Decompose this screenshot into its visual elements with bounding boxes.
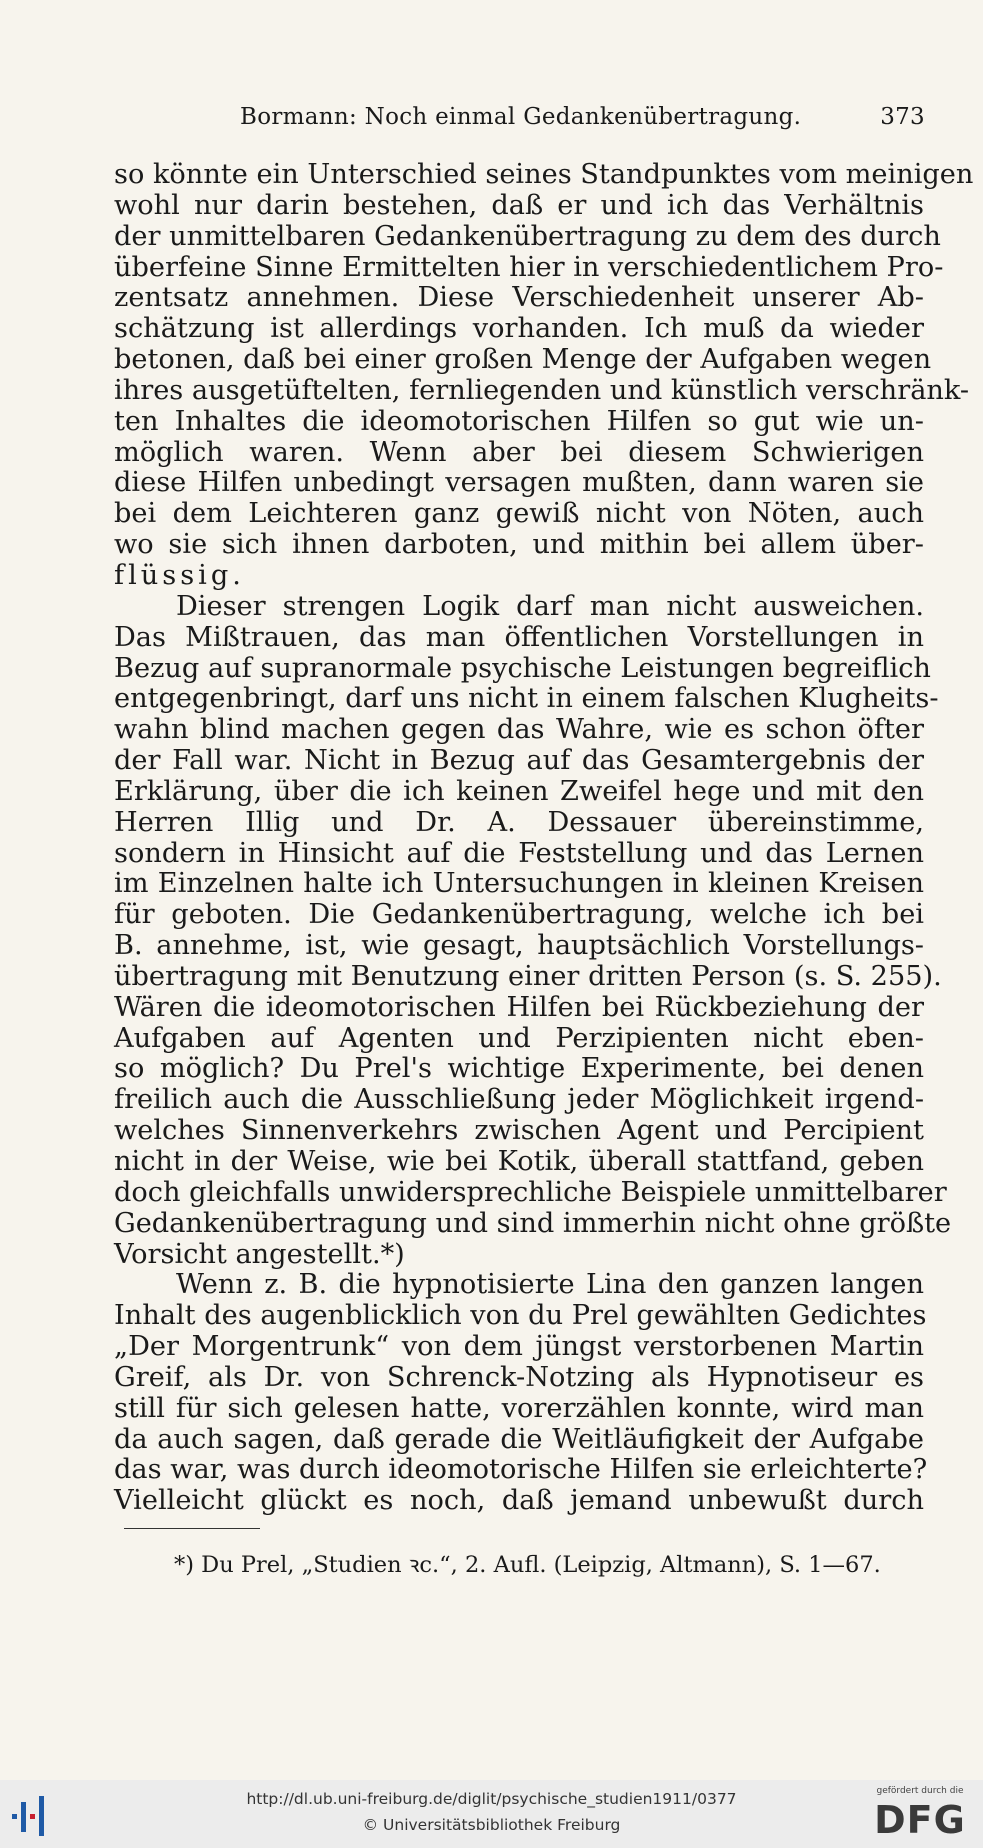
text-line: welches Sinnenverkehrs zwischen Agent und Percipient [114, 1115, 924, 1147]
text-line: Wären die ideomotorischen Hilfen bei Rückbeziehung der [114, 991, 924, 1023]
text-line: Gedankenübertragung und sind immerhin nicht ohne größte [114, 1207, 952, 1239]
text-line: der Fall war. Nicht in Bezug auf das Gesamtergebnis der [114, 745, 924, 777]
text-line: B. annehme, ist, wie gesagt, hauptsächlich Vorstellungs- [114, 930, 924, 962]
text-line: diese Hilfen unbedingt versagen mußten, dann waren sie [114, 467, 924, 499]
dfg-logo-text: DFG [874, 1798, 966, 1842]
footnote: *) Du Prel, „Studien ꝛc.“, 2. Aufl. (Leipzig, Altmann), S. 1—67. [174, 1552, 881, 1578]
text-line: im Einzelnen halte ich Untersuchungen in kleinen Kreisen [114, 868, 924, 900]
text-line: Bezug auf supranormale psychische Leistungen begreiflich [114, 652, 931, 684]
text-line: möglich waren. Wenn aber bei diesem Schwierigen [114, 436, 924, 468]
text-line: wo sie sich ihnen darboten, und mithin bei allem über- [114, 529, 924, 561]
text-line: Greif, als Dr. von Schrenck-Notzing als Hypnotiseur es [114, 1361, 924, 1393]
dfg-logo [864, 1786, 976, 1844]
text-line: zentsatz annehmen. Diese Verschiedenheit unserer Ab- [114, 282, 924, 314]
page-number: 373 [880, 104, 925, 130]
text-line: ten Inhaltes die ideomotorischen Hilfen so gut wie un- [114, 405, 924, 437]
text-line: still für sich gelesen hatte, vorerzählen konnte, wird man [114, 1392, 924, 1424]
body-text [114, 159, 974, 1517]
text-line: schätzung ist allerdings vorhanden. Ich muß da wieder [114, 313, 924, 345]
text-line: Das Mißtrauen, das man öffentlichen Vorstellungen in [114, 621, 924, 653]
footnote-rule [124, 1528, 260, 1529]
text-line: Aufgaben auf Agenten und Perzipienten nicht eben- [114, 1022, 924, 1054]
text-line: betonen, daß bei einer großen Menge der Aufgaben wegen [114, 344, 932, 376]
text-line: das war, was durch ideomotorische Hilfen sie erleichterte? [114, 1454, 928, 1486]
text-line: da auch sagen, daß gerade die Weitläufigkeit der Aufgabe [114, 1423, 924, 1455]
text-line: freilich auch die Ausschließung jeder Möglichkeit irgend- [114, 1084, 924, 1116]
text-line: sondern in Hinsicht auf die Feststellung und das Lernen [114, 837, 924, 869]
text-line: Wenn z. B. die hypnotisierte Lina den ganzen langen [176, 1269, 924, 1301]
text-line: doch gleichfalls unwidersprechliche Beispiele unmittelbarer [114, 1176, 947, 1208]
viewer-footer [0, 1780, 983, 1848]
text-line: Inhalt des augenblicklich von du Prel gewählten Gedichtes [114, 1300, 927, 1332]
text-line: übertragung mit Benutzung einer dritten Person (s. S. 255). [114, 960, 942, 992]
text-line: Herren Illig und Dr. A. Dessauer übereinstimme, [114, 806, 924, 838]
text-line: der unmittelbaren Gedankenübertragung zu dem des durch [114, 220, 941, 252]
copyright-notice: © Universitätsbibliothek Freiburg [362, 1816, 621, 1834]
text-line: für geboten. Die Gedankenübertragung, welche ich bei [114, 899, 924, 931]
text-line: überfeine Sinne Ermittelten hier in verschiedentlichem Pro- [114, 251, 944, 283]
text-line: entgegenbringt, darf uns nicht in einem falschen Klugheits- [114, 683, 939, 715]
text-line: Dieser strengen Logik darf man nicht ausweichen. [176, 590, 924, 622]
text-line: Vorsicht angestellt.*) [114, 1238, 405, 1270]
text-line: so könnte ein Unterschied seines Standpunktes vom meinigen [114, 159, 974, 190]
text-line: ihres ausgetüftelten, fernliegenden und künstlich verschränk- [114, 374, 970, 406]
text-line: so möglich? Du Prel's wichtige Experimente, bei denen [114, 1053, 924, 1085]
text-line: Vielleicht glückt es noch, daß jemand unbewußt durch [114, 1485, 924, 1517]
text-line: bei dem Leichteren ganz gewiß nicht von Nöten, auch [114, 498, 924, 530]
running-title: Bormann: Noch einmal Gedankenübertragung. [240, 104, 802, 130]
text-line: flüssig. [114, 559, 245, 591]
permalink-url[interactable]: http://dl.ub.uni-freiburg.de/diglit/psychische_studien1911/0377 [246, 1790, 737, 1808]
text-line: nicht in der Weise, wie bei Kotik, überall stattfand, geben [114, 1146, 924, 1177]
text-line: Erklärung, über die ich keinen Zweifel hege und mit den [114, 775, 924, 807]
text-line: wahn blind machen gegen das Wahre, wie es schon öfter [114, 714, 924, 746]
text-line: wohl nur darin bestehen, daß er und ich das Verhältnis [114, 189, 924, 221]
text-line: „Der Morgentrunk“ von dem jüngst verstorbenen Martin [114, 1331, 924, 1363]
dfg-caption: gefördert durch die [876, 1786, 964, 1796]
